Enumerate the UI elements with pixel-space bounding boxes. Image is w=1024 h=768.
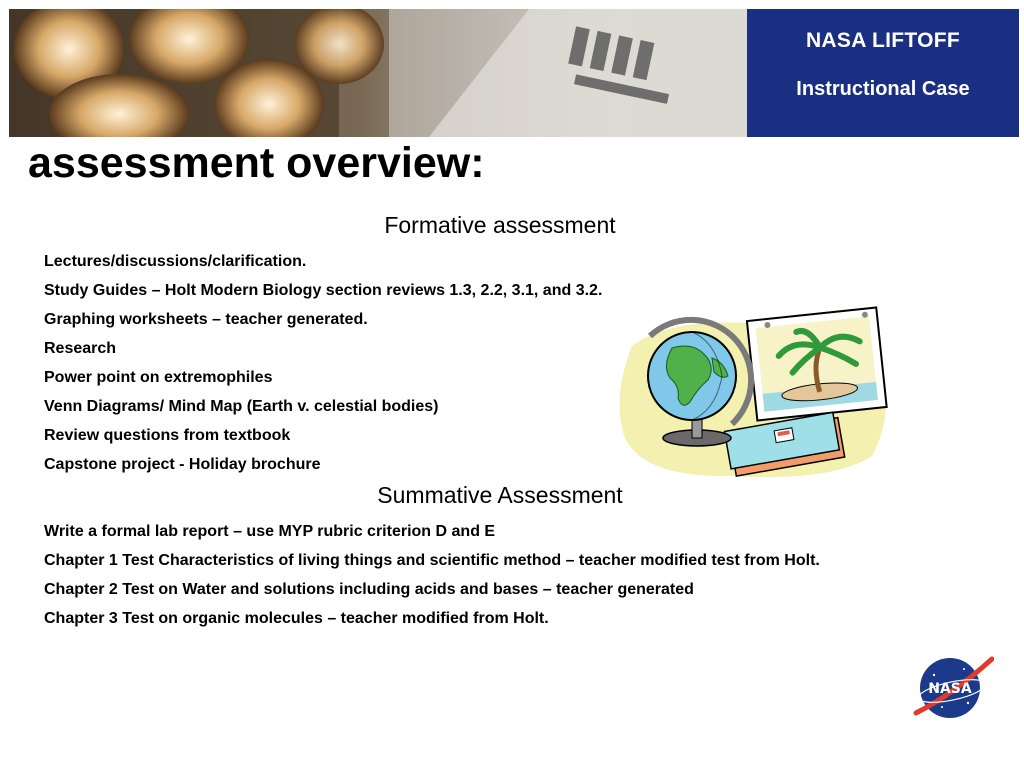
formative-list — [44, 247, 602, 479]
summative-heading: Summative Assessment — [377, 482, 623, 508]
list-item: Chapter 2 Test on Water and solutions including acids and bases – teacher generated — [44, 581, 694, 598]
summative-list — [44, 517, 820, 633]
list-item: Write a formal lab report – use MYP rubric criterion D and E — [44, 523, 496, 540]
header-banner — [9, 9, 1019, 137]
list-item: Research — [44, 340, 117, 357]
banner-subtitle: Instructional Case — [796, 78, 970, 100]
banner-title: NASA LIFTOFF — [805, 29, 961, 52]
list-item: Review questions from textbook — [44, 427, 291, 444]
page-title: assessment overview: — [28, 139, 485, 187]
list-item: Power point on extremophiles — [44, 369, 273, 386]
list-item: Capstone project - Holiday brochure — [44, 456, 321, 473]
list-item: Chapter 3 Test on organic molecules – teacher modified from Holt. — [44, 610, 549, 627]
list-item: Lectures/discussions/clarification. — [44, 253, 307, 270]
list-item: Venn Diagrams/ Mind Map (Earth v. celestial bodies) — [44, 398, 439, 415]
globe-island-map-clipart-icon — [612, 306, 894, 482]
svg-text:NASA: NASA — [928, 681, 972, 697]
nasa-meatball-logo-icon — [912, 655, 994, 721]
formative-heading: Formative assessment — [384, 212, 616, 238]
list-item: Chapter 1 Test Characteristics of living things and scientific method – teacher modified test from Holt. — [44, 552, 820, 569]
list-item: Graphing worksheets – teacher generated. — [44, 311, 368, 328]
list-item: Study Guides – Holt Modern Biology section reviews 1.3, 2.2, 3.1, and 3.2. — [44, 282, 603, 299]
